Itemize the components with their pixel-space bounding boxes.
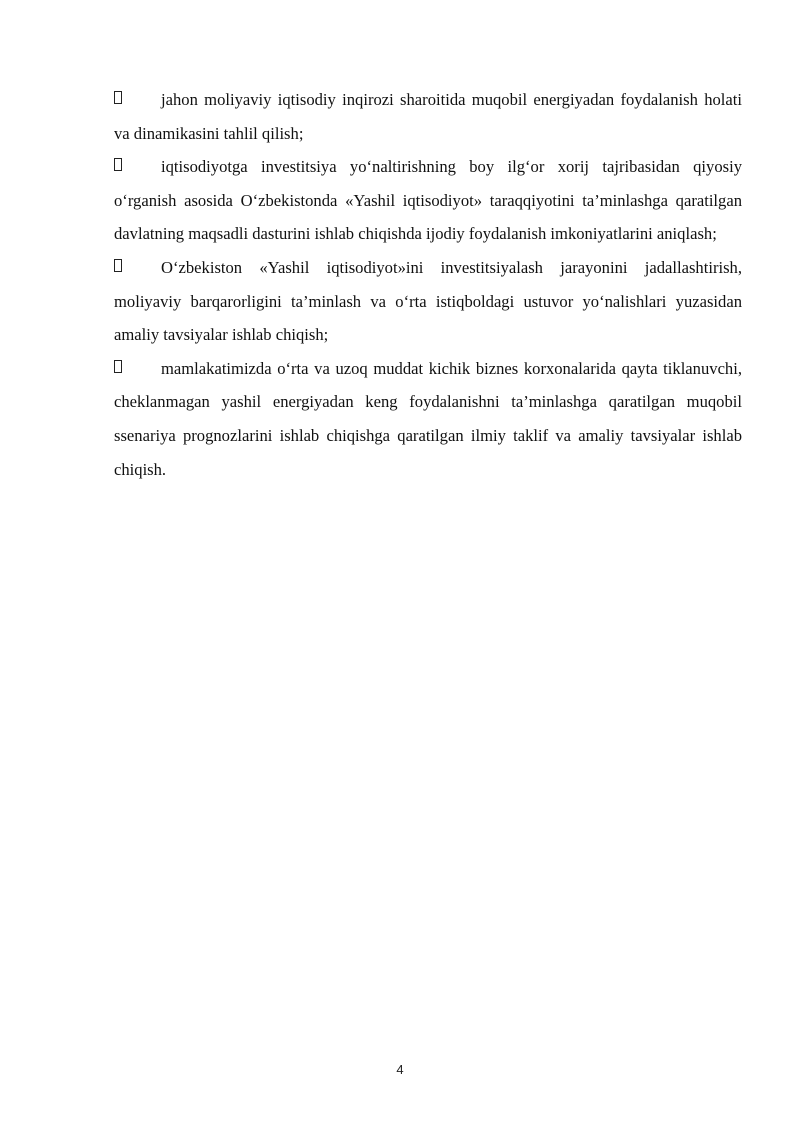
square-bullet-icon	[114, 352, 128, 386]
list-item	[114, 150, 742, 251]
list-item-text: iqtisodiyotga investitsiya yo‘naltirishning boy ilg‘or xorij tajribasidan qiyosiy o‘rganish asosida O‘zbekistonda «Yashil iqtisodiyot» taraqqiyotini ta’minlashga qaratilgan davlatning maqsadli dasturini ishlab chiqishda ijodiy foydalanish imkoniyatlarini aniqlash;	[114, 157, 742, 244]
square-bullet-icon	[114, 251, 128, 285]
list-item	[114, 251, 742, 352]
list-item-text: mamlakatimizda o‘rta va uzoq muddat kichik biznes korxonalarida qayta tiklanuvchi, cheklanmagan yashil energiyadan keng foydalanishni ta’minlashga qaratilgan muqobil ssenariya prognozlarini ishlab chiqishga qaratilgan ilmiy taklif va amaliy tavsiyalar ishlab chiqish.	[114, 358, 742, 479]
list-item-text: jahon moliyaviy iqtisodiy inqirozi sharoitida muqobil energiyadan foydalanish holati va dinamikasini tahlil qilish;	[114, 90, 742, 143]
list-item	[114, 83, 742, 150]
list-item	[114, 352, 742, 486]
square-bullet-icon	[114, 150, 128, 184]
square-bullet-icon	[114, 83, 128, 117]
bullet-list	[114, 83, 742, 486]
list-item-text: O‘zbekiston «Yashil iqtisodiyot»ini investitsiyalash jarayonini jadallashtirish, moliyaviy barqarorligini ta’minlash va o‘rta istiqboldagi ustuvor yo‘nalishlari yuzasidan amaliy tavsiyalar ishlab chiqish;	[114, 257, 742, 345]
page-number: 4	[396, 1062, 404, 1077]
